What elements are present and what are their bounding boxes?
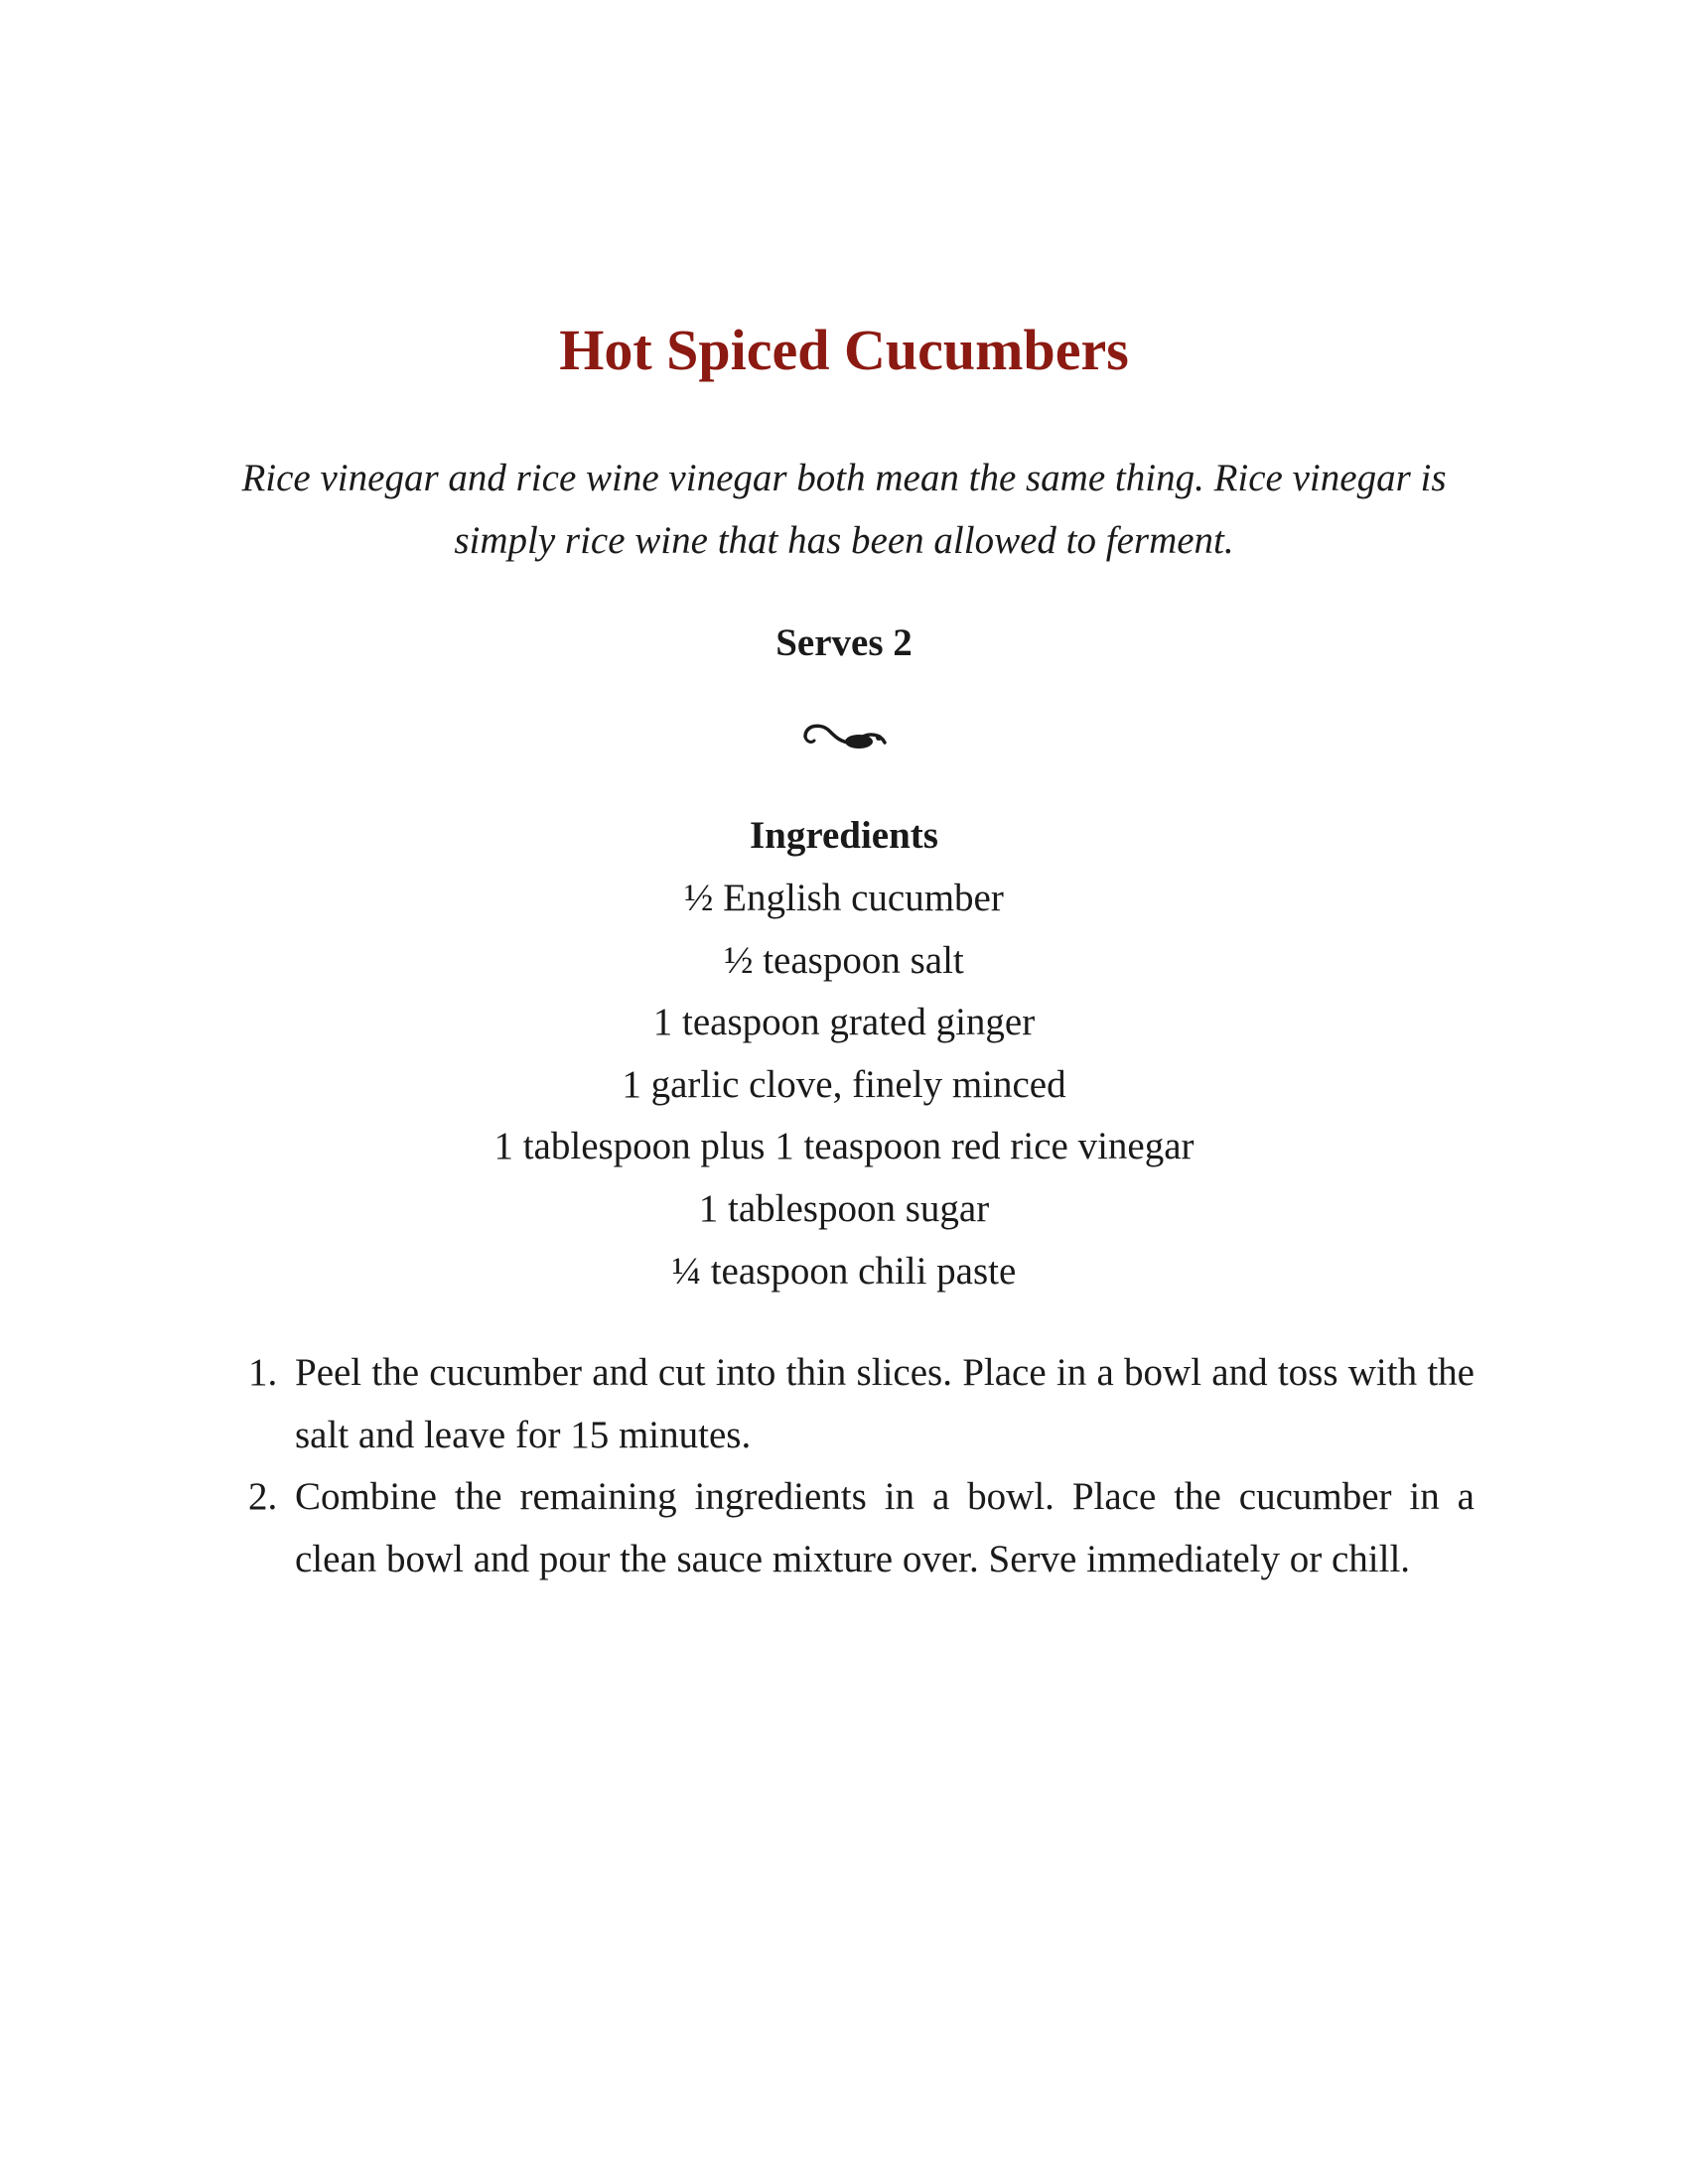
- step-number: 2.: [248, 1475, 278, 1518]
- method-step: [248, 1466, 1475, 1590]
- recipe-intro: Rice vinegar and rice wine vinegar both mean the same thing. Rice vinegar is simply rice wine that has been allowed to ferment.: [241, 457, 1447, 562]
- method-step: [248, 1342, 1475, 1466]
- method-steps: [248, 1342, 1475, 1590]
- ingredient-item: ½ teaspoon salt: [724, 938, 964, 982]
- ingredient-item: 1 tablespoon plus 1 teaspoon red rice vinegar: [493, 1125, 1195, 1168]
- fleuron-swirl-icon: [799, 717, 889, 756]
- ingredient-item: 1 tablespoon sugar: [698, 1186, 990, 1230]
- step-text: Combine the remaining ingredients in a bowl. Place the cucumber in a clean bowl and pour the sauce mixture over. Serve immediately or chill.: [295, 1475, 1475, 1580]
- ingredient-item: 1 teaspoon grated ginger: [652, 1001, 1036, 1044]
- ingredient-item: ¼ teaspoon chili paste: [671, 1249, 1017, 1293]
- ingredients-heading: Ingredients: [750, 814, 938, 857]
- recipe-title: Hot Spiced Cucumbers: [559, 318, 1129, 382]
- ingredient-item: ½ English cucumber: [684, 877, 1004, 919]
- step-text: Peel the cucumber and cut into thin slices. Place in a bowl and toss with the salt and leave for 15 minutes.: [295, 1351, 1475, 1456]
- serves-count: Serves 2: [775, 621, 913, 664]
- ingredients-list: [0, 868, 1688, 1302]
- ingredient-item: 1 garlic clove, finely minced: [622, 1062, 1066, 1106]
- step-number: 1.: [248, 1351, 278, 1394]
